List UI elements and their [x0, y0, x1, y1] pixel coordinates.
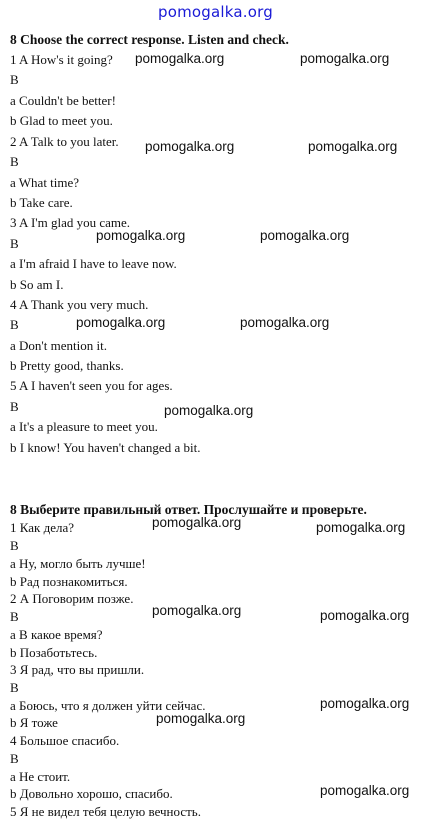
exercise-ru-line: B [10, 680, 19, 695]
watermark-text: pomogalka.org [320, 608, 410, 623]
watermark-text: pomogalka.org [308, 139, 398, 154]
exercise-en-line: a What time? [10, 175, 80, 190]
exercise-en-line: 1 A How's it going? [10, 52, 113, 67]
exercise-en-line: B [10, 317, 19, 332]
exercise-en-line: b I know! You haven't changed a bit. [10, 440, 201, 455]
exercise-ru-line: B [10, 609, 19, 624]
exercise-ru-line: a В какое время? [10, 627, 103, 642]
exercise-en-line: b So am I. [10, 277, 64, 292]
watermark-text: pomogalka.org [135, 51, 225, 66]
watermark-text: pomogalka.org [152, 603, 242, 618]
exercise-en-line: B [10, 236, 19, 251]
exercise-ru-line: b Довольно хорошо, спасибо. [10, 786, 173, 801]
exercise-ru-line: a Не стоит. [10, 769, 71, 784]
exercise-en-line: 2 A Talk to you later. [10, 134, 119, 149]
exercise-ru-heading: 8 Выберите правильный ответ. Прослушайте и проверьте. [10, 502, 367, 517]
watermark-text: pomogalka.org [300, 51, 390, 66]
watermark-text: pomogalka.org [145, 139, 235, 154]
exercise-ru-line: a Боюсь, что я должен уйти сейчас. [10, 698, 206, 713]
exercise-en-line: b Pretty good, thanks. [10, 358, 124, 373]
exercise-ru-line: 2 А Поговорим позже. [10, 591, 134, 606]
exercise-en-line: b Take care. [10, 195, 73, 210]
watermark-text: pomogalka.org [76, 315, 166, 330]
watermark-text: pomogalka.org [152, 515, 242, 530]
watermark-text: pomogalka.org [156, 711, 246, 726]
exercise-en-line: a I'm afraid I have to leave now. [10, 256, 177, 271]
exercise-ru-line: b Я тоже [10, 715, 58, 730]
exercise-en-line: 3 A I'm glad you came. [10, 215, 131, 230]
exercise-ru-line: b Рад познакомиться. [10, 574, 128, 589]
exercise-en-line: b Glad to meet you. [10, 113, 113, 128]
watermark-text: pomogalka.org [240, 315, 330, 330]
watermark-text: pomogalka.org [316, 520, 406, 535]
exercise-en-line: B [10, 72, 19, 87]
exercise-en-line: 4 A Thank you very much. [10, 297, 149, 312]
watermark-text: pomogalka.org [260, 228, 350, 243]
watermark-text: pomogalka.org [320, 783, 410, 798]
exercise-en-line: a Don't mention it. [10, 338, 107, 353]
watermark-text: pomogalka.org [320, 696, 410, 711]
watermark-text: pomogalka.org [96, 228, 186, 243]
exercise-en-heading: 8 Choose the correct response. Listen and check. [10, 32, 289, 47]
exercise-en-line: a Couldn't be better! [10, 93, 116, 108]
exercise-ru-line: B [10, 538, 19, 553]
exercise-ru-line: a Ну, могло быть лучше! [10, 556, 146, 571]
site-header-link[interactable]: pomogalka.org [158, 3, 273, 21]
watermark-text: pomogalka.org [164, 403, 254, 418]
exercise-ru-line: B [10, 751, 19, 766]
exercise-ru-line: b Позаботьтесь. [10, 645, 98, 660]
exercise-ru-line: 1 Как дела? [10, 520, 74, 535]
exercise-ru-line: 3 Я рад, что вы пришли. [10, 662, 145, 677]
exercise-ru-line: 4 Большое спасибо. [10, 733, 120, 748]
exercise-ru-line: 5 Я не видел тебя целую вечность. [10, 804, 201, 819]
exercise-en-line: B [10, 154, 19, 169]
exercise-en-line: 5 A I haven't seen you for ages. [10, 378, 173, 393]
exercise-en-line: a It's a pleasure to meet you. [10, 419, 158, 434]
exercise-en-line: B [10, 399, 19, 414]
